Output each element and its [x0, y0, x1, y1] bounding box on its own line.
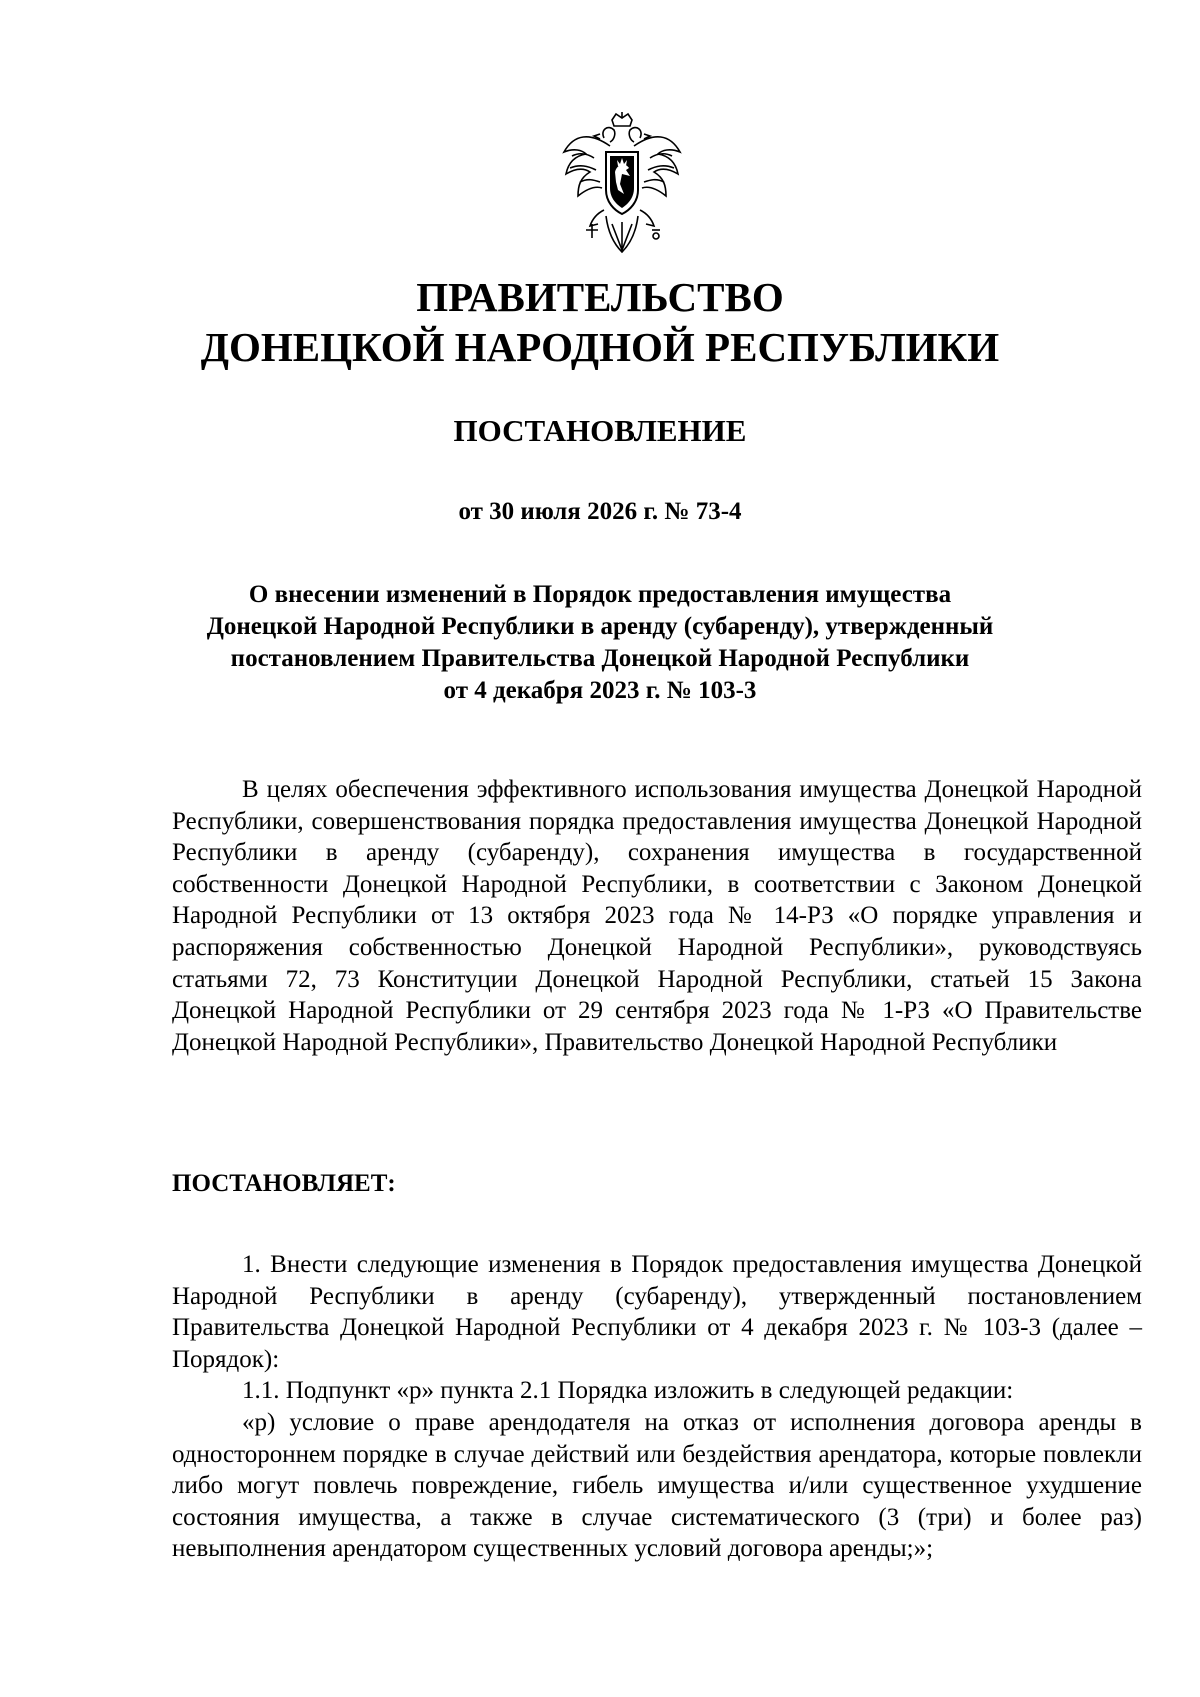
item-r-paragraph: «р) условие о праве арендодателя на отказ от исполнения договора аренды в одностороннем порядке в случае действий или бездействия арендатора, которые повлекли либо могут повлечь повреждение, гибель имущества и/или существенное ухудшение состояния имущества, а также в случае систематического (3 (три) и более раз) невыполнения арендатором существенных условий договора аренды;»;	[172, 1408, 1142, 1563]
decision-heading: ПОСТАНОВЛЯЕТ:	[172, 1170, 396, 1197]
subject-line-1: О внесении изменений в Порядок предоставления имущества	[248, 581, 952, 608]
organization-name	[0, 272, 1200, 372]
subject-line-2: Донецкой Народной Республики в аренду (субаренду), утвержденный	[206, 613, 994, 640]
document-subject	[0, 579, 1200, 707]
preamble-block	[172, 774, 1142, 1058]
org-line-1: ПРАВИТЕЛЬСТВО	[416, 274, 784, 320]
dnr-coat-of-arms-icon	[560, 112, 684, 262]
item-1-1-paragraph: 1.1. Подпункт «р» пункта 2.1 Порядка изложить в следующей редакции:	[242, 1377, 1014, 1405]
org-line-2: ДОНЕЦКОЙ НАРОДНОЙ РЕСПУБЛИКИ	[200, 324, 1000, 370]
decision-items	[172, 1249, 1142, 1565]
subject-line-4: от 4 декабря 2023 г. № 103-3	[443, 677, 757, 704]
document-date-number: от 30 июля 2026 г. № 73-4	[458, 498, 742, 525]
preamble-paragraph: В целях обеспечения эффективного использования имущества Донецкой Народной Республики, совершенствования порядка предоставления имущества Донецкой Народной Республики в аренду (субаренду), сохранения имущества в государственной собственности Донецкой Народной Республики, в соответствии с Законом Донецкой Народной Республики от 13 октября 2023 года № 14-РЗ «О порядке управления и распоряжения собственностью Донецкой Народной Республики», руководствуясь статьями 72, 73 Конституции Донецкой Народной Республики, статьей 15 Закона Донецкой Народной Республики от 29 сентября 2023 года № 1-РЗ «О Правительстве Донецкой Народной Республики», Правительство Донецкой Народной Республики	[172, 776, 1142, 1056]
document-type: ПОСТАНОВЛЕНИЕ	[453, 413, 747, 448]
subject-line-3: постановлением Правительства Донецкой Народной Республики	[230, 645, 970, 672]
item-1-paragraph: 1. Внести следующие изменения в Порядок предоставления имущества Донецкой Народной Республики в аренду (субаренду), утвержденный постановлением Правительства Донецкой Народной Республики от 4 декабря 2023 г. № 103-3 (далее – Порядок):	[172, 1251, 1142, 1373]
